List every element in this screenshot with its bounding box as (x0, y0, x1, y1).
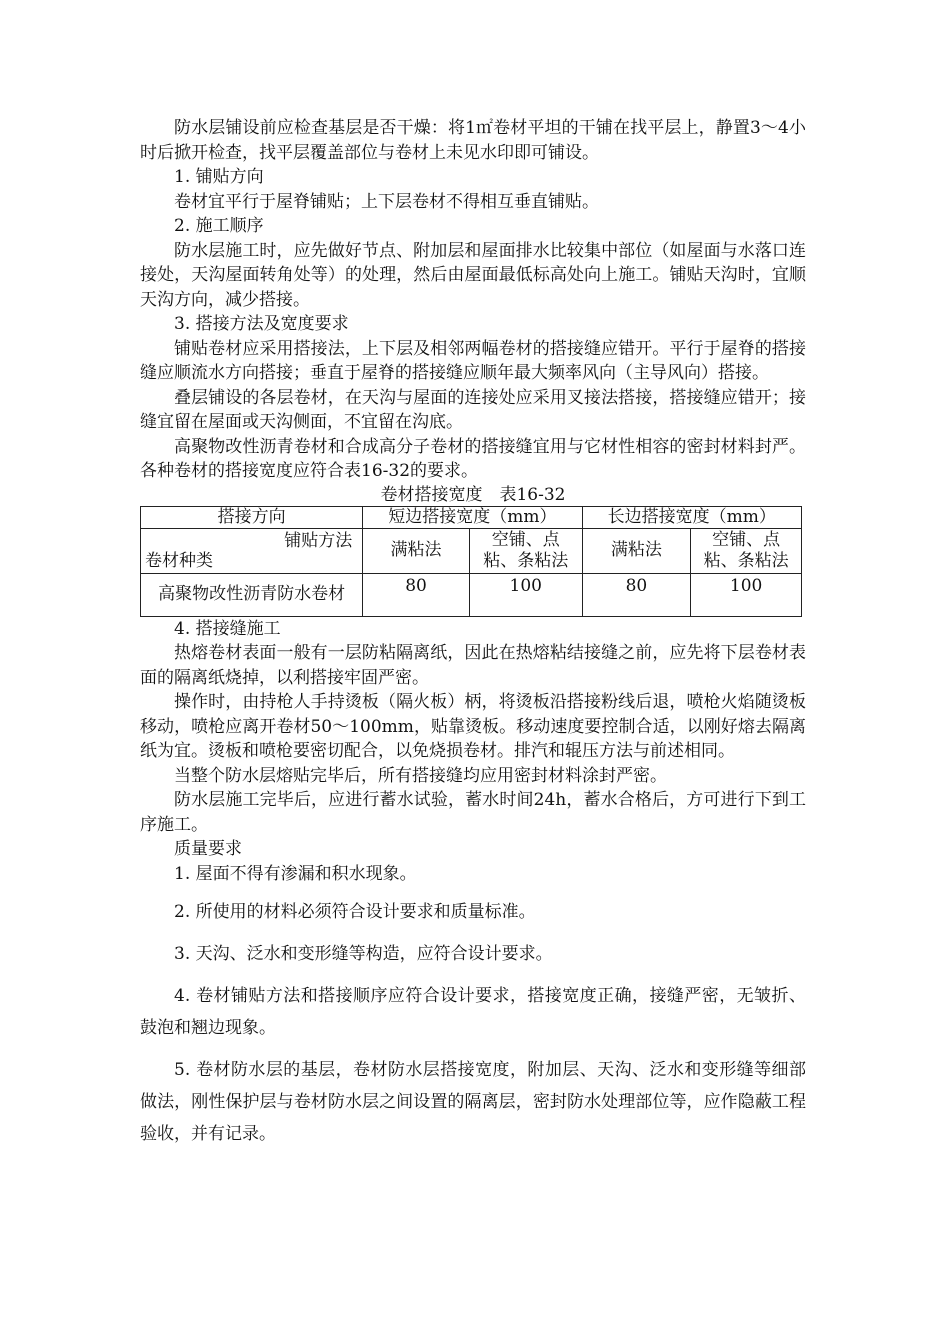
header-method: 铺贴方法 (284, 530, 353, 551)
header-long-partial (691, 528, 802, 573)
partial-line-1: 空铺、点 (491, 529, 560, 550)
header-short-edge: 短边搭接宽度（mm） (363, 506, 582, 528)
cell-short-full: 80 (363, 573, 470, 616)
section-3-paragraph-2: 叠层铺设的各层卷材，在天沟与屋面的连接处应采用叉接法搭接，搭接缝应错开；接缝宜留在屋面或天沟侧面，不宜留在沟底。 (140, 387, 806, 432)
table-header-row-2 (141, 528, 802, 573)
header-short-full: 满粘法 (363, 528, 470, 573)
cell-long-partial: 100 (691, 573, 802, 616)
header-method-type-cell (141, 528, 363, 573)
section-2-body: 防水层施工时，应先做好节点、附加层和屋面排水比较集中部位（如屋面与水落口连接处，天沟屋面转角处等）的处理，然后由屋面最低标高处向上施工。铺贴天沟时，宜顺天沟方向，减少搭接。 (140, 240, 806, 310)
header-direction: 搭接方向 (141, 506, 363, 528)
section-4-paragraph-3: 当整个防水层熔贴完毕后，所有搭接缝均应用密封材料涂封严密。 (174, 765, 667, 786)
header-type: 卷材种类 (145, 550, 213, 571)
intro-paragraph: 防水层铺设前应检查基层是否干燥：将1㎡卷材平坦的干铺在找平层上，静置3～4小时后掀开检查，找平层覆盖部位与卷材上未见水印即可铺设。 (140, 118, 806, 163)
section-4-title: 4. 搭接缝施工 (174, 618, 281, 639)
table-row (141, 573, 802, 616)
cell-short-partial: 100 (469, 573, 582, 616)
partial-line-2: 粘、条粘法 (703, 550, 789, 571)
header-long-edge: 长边搭接宽度（mm） (582, 506, 801, 528)
quality-item-2: 2. 所使用的材料必须符合设计要求和质量标准。 (174, 902, 536, 922)
section-4-paragraph-1: 热熔卷材表面一般有一层防粘隔离纸，因此在热熔粘结接缝之前，应先将下层卷材表面的隔离纸烧掉，以利搭接牢固严密。 (140, 643, 806, 688)
table-caption: 卷材搭接宽度 表16-32 (380, 484, 566, 505)
section-4-paragraph-4: 防水层施工完毕后，应进行蓄水试验，蓄水时间24h，蓄水合格后，方可进行下到工序施工。 (140, 790, 806, 835)
cell-long-full: 80 (582, 573, 691, 616)
quality-item-5: 5. 卷材防水层的基层，卷材防水层搭接宽度，附加层、天沟、泛水和变形缝等细部做法，刚性保护层与卷材防水层之间设置的隔离层，密封防水处理部位等，应作隐蔽工程验收，并有记录。 (140, 1060, 806, 1144)
overlap-width-table (140, 506, 802, 617)
row-material-name: 高聚物改性沥青防水卷材 (141, 573, 363, 616)
section-3-title: 3. 搭接方法及宽度要求 (174, 314, 349, 334)
table-header-row-1 (141, 506, 802, 528)
header-long-full: 满粘法 (582, 528, 691, 573)
partial-line-2: 粘、条粘法 (483, 550, 569, 571)
section-1-title: 1. 铺贴方向 (174, 167, 264, 187)
section-1-body: 卷材宜平行于屋脊铺贴；上下层卷材不得相互垂直铺贴。 (174, 191, 599, 212)
quality-item-3: 3. 天沟、泛水和变形缝等构造，应符合设计要求。 (174, 944, 553, 964)
document-page (140, 116, 806, 1150)
quality-item-1: 1. 屋面不得有渗漏和积水现象。 (174, 863, 417, 884)
partial-line-1: 空铺、点 (712, 529, 781, 550)
section-4-paragraph-2: 操作时，由持枪人手持烫板（隔火板）柄，将烫板沿搭接粉线后退，喷枪火焰随烫板移动，喷枪应离开卷材50～100mm，贴靠烫板。移动速度要控制合适，以刚好熔去隔离纸为宜。烫板和喷枪要密切配合，以免烧损卷材。排汽和辊压方法与前述相同。 (140, 692, 806, 761)
section-2-title: 2. 施工顺序 (174, 216, 264, 236)
section-3-paragraph-1: 铺贴卷材应采用搭接法，上下层及相邻两幅卷材的搭接缝应错开。平行于屋脊的搭接缝应顺流水方向搭接；垂直于屋脊的搭接缝应顺年最大频率风向（主导风向）搭接。 (140, 338, 806, 383)
section-3-paragraph-3: 高聚物改性沥青卷材和合成高分子卷材的搭接缝宜用与它材性相容的密封材料封严。各种卷材的搭接宽度应符合表16-32的要求。 (140, 436, 806, 481)
quality-item-4: 4. 卷材铺贴方法和搭接顺序应符合设计要求，搭接宽度正确，接缝严密，无皱折、鼓泡和翘边现象。 (140, 986, 806, 1038)
header-short-partial (469, 528, 582, 573)
quality-title: 质量要求 (174, 839, 242, 859)
